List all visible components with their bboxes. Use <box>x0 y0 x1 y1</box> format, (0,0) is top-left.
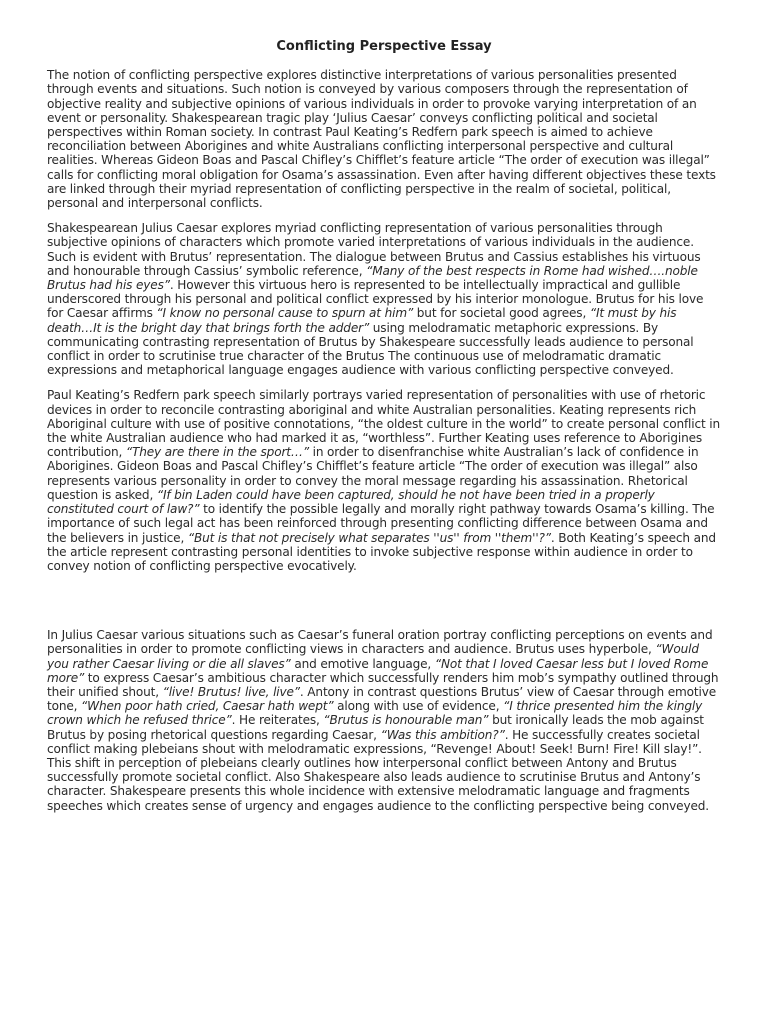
paragraph-introduction <box>47 68 721 210</box>
paragraph-text: but ironically leads the mob against Brutus by posing rhetorical questions regarding Caesar, <box>47 713 704 742</box>
paragraph-text: using melodramatic metaphoric expressions. By communicating contrasting representation of Brutus by Shakespeare successfully leads audience to personal conflict in order to scrutinise true character of the Brutus The continuous use of melodramatic dramatic expressions and metaphorical language engages audience with various conflicting perspective conveyed. <box>47 320 694 378</box>
paragraph-keating-speech <box>47 388 721 573</box>
quotation-text: “Brutus is honourable man” <box>323 713 489 728</box>
paragraph-text: . He reiterates, <box>231 713 324 728</box>
quotation-text: “I know no personal cause to spurn at him” <box>156 306 414 321</box>
quotation-text: “live! Brutus! live, live” <box>162 684 300 699</box>
paragraph-brutus-representation <box>47 221 721 377</box>
paragraph-text: In Julius Caesar various situations such as Caesar’s funeral oration portray conflicting perceptions on events and personalities in order to promote conflicting views in characters and audience. Brutus uses hyperbole, <box>47 628 713 657</box>
paragraph-text: . Antony in contrast questions Brutus’ view of Caesar through emotive tone, <box>47 684 717 714</box>
paragraph-text: to identify the possible legally and morally right pathway towards Osama’s killing. The importance of such legal act has been reinforced through presenting conflicting difference between Osama and the believers in justice, <box>47 502 715 545</box>
paragraph-text: but for societal good agrees, <box>413 306 590 321</box>
quotation-text: “Many of the best respects in Rome had wished….noble Brutus had his eyes” <box>47 263 698 293</box>
paragraph-funeral-oration <box>47 628 721 813</box>
quotation-text: “Would you rather Caesar living or die all slaves” <box>47 642 699 671</box>
paragraph-text: The notion of conflicting perspective explores distinctive interpretations of various personalities presented through events and situations. Such notion is conveyed by various composers through the representation of objective reality and subjective opinions of various individuals in order to provoke varying interpretation of an event or personality. Shakespearean tragic play ‘Julius Caesar’ conveys conflicting political and societal perspectives within Roman society. In contrast Paul Keating’s Redfern park speech is aimed to achieve reconciliation between Aborigines and white Australians conflicting interpersonal perspective and cultural realities. Whereas Gideon Boas and Pascal Chifley’s Chifflet’s feature article “The order of execution was illegal” calls for conflicting moral obligation for Osama’s assassination. Even after having different objectives these texts are linked through their myriad representation of conflicting perspective in the realm of societal, political, personal and interpersonal conflicts. <box>47 68 716 211</box>
quotation-text: “When poor hath cried, Caesar hath wept” <box>81 699 334 714</box>
quotation-text: “It must by his death…It is the bright day that brings forth the adder” <box>47 306 677 335</box>
quotation-text: “Not that I loved Caesar less but I loved Rome more” <box>47 656 709 685</box>
quotation-text: “If bin Laden could have been captured, should he not have been tried in a properly constituted court of law?” <box>47 487 655 517</box>
paragraph-text: and emotive language, <box>290 656 435 671</box>
page-title: Conflicting Perspective Essay <box>276 39 492 54</box>
paragraph-text: in order to disenfranchise white Australian’s lack of confidence in Aborigines. Gideon Boas and Pascal Chifley’s Chifflet’s feature article “The order of execution was illegal” also represents various personality in order to convey the moral message regarding his assassination. Rhetorical question is asked, <box>47 445 699 502</box>
quotation-text: “But is that not precisely what separates ''us'' from ''them''?” <box>187 530 551 545</box>
paragraph-text: Paul Keating’s Redfern park speech similarly portrays varied representation of personalities with use of rhetoric devices in order to reconcile contrasting aboriginal and white Australian personalities. Keating represents rich Aboriginal culture with use of positive connotations, “the oldest culture in the world” to create personal conflict in the white Australian audience who had marked it as, “worthless”. Further Keating uses reference to Aborigines contribution, <box>47 388 720 460</box>
paragraph-text: . He successfully creates societal conflict making plebeians shout with melodramatic expressions, “Revenge! About! Seek! Burn! Fire! Kill slay!”. This shift in perception of plebeians clearly outlines how interpersonal conflict between Antony and Brutus successfully promote societal conflict. Also Shakespeare also leads audience to scrutinise Brutus and Antony’s character. Shakespeare presents this whole incidence with extensive melodramatic language and fragments speeches which creates sense of urgency and engages audience to the conflicting perspective being conveyed. <box>47 727 709 813</box>
paragraph-text: Shakespearean Julius Caesar explores myriad conflicting representation of various personalities through subjective opinions of characters which promote varied interpretations of various individuals in the audience. Such is evident with Brutus’ representation. The dialogue between Brutus and Cassius establishes his virtuous and honourable through Cassius’ symbolic reference, <box>47 221 701 278</box>
quotation-text: “They are there in the sport…” <box>125 445 309 460</box>
quotation-text: “Was this ambition?” <box>380 727 505 742</box>
quotation-text: “I thrice presented him the kingly crown which he refused thrice” <box>47 699 703 728</box>
paragraph-text: . Both Keating’s speech and the article represent contrasting personal identities to invoke subjective response within audience in order to convey notion of conflicting perspective evocatively. <box>47 530 716 573</box>
paragraph-text: to express Caesar’s ambitious character which successfully renders him mob’s sympathy outlined through their unified shout, <box>47 670 719 699</box>
paragraph-text: along with use of evidence, <box>333 699 504 714</box>
blank-gap <box>47 584 721 628</box>
paragraph-text: . However this virtuous hero is represented to be intellectually impractical and gullible underscored through his personal and political conflict expressed by his interior monologue. Brutus for his love for Caesar affirms <box>47 278 704 321</box>
